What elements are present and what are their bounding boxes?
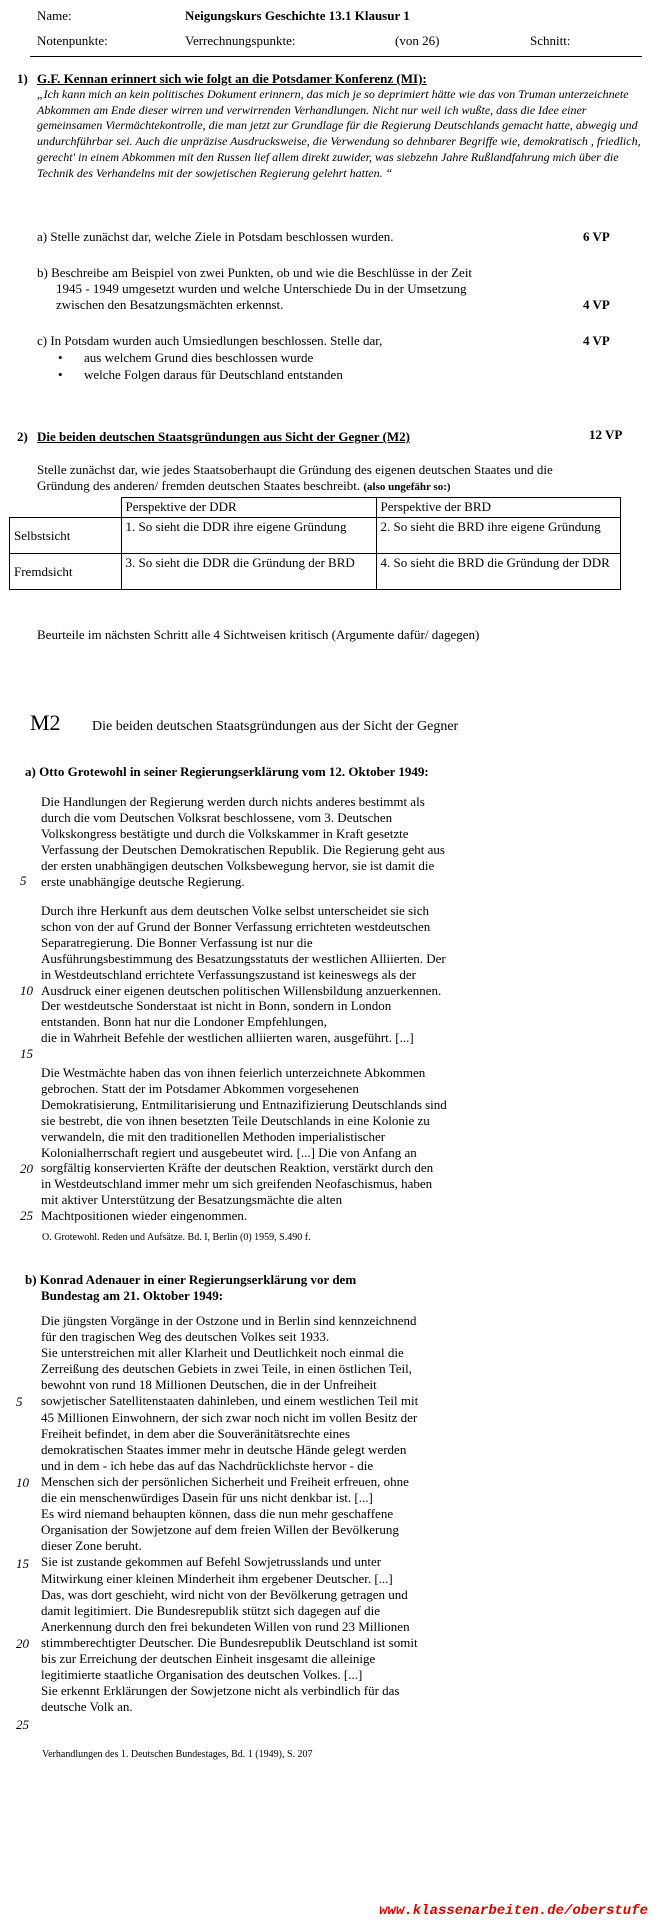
task1b-line2: 1945 - 1949 umgesetzt wurden und welche Unterschiede Du in der Umsetzung — [56, 281, 467, 296]
task1c-bullet: • welche Folgen daraus für Deutschland entstanden — [58, 367, 343, 382]
text-line: die in Wahrheit Befehle der westlichen alliierten waren, ausgeführt. [...] — [41, 1030, 414, 1046]
line-number: 5 — [20, 873, 27, 888]
text-line: Separatregierung. Die Bonner Verfassung ist nur die — [41, 934, 313, 950]
text-line: Demokratisierung, Entmilitarisierung und Entnazifizierung Deutschlands sind — [41, 1096, 447, 1112]
table-cell: 4. So sieht die BRD die Gründung der DDR — [376, 554, 621, 590]
task1a-points: 6 VP — [583, 229, 610, 244]
text-line: demokratischen Staates immer mehr in deutsche Hände gelegt werden — [41, 1441, 407, 1457]
text-line: 45 Millionen Einwohnern, der sich zwar noch nicht im vollen Besitz der — [41, 1409, 418, 1425]
task1b-line1: b) Beschreibe am Beispiel von zwei Punkten, ob und wie die Beschlüsse in der Zeit — [37, 265, 473, 280]
task2-intro-note: (also ungefähr so:) — [363, 481, 451, 493]
header-divider — [30, 56, 642, 57]
max-points-label: (von 26) — [395, 33, 440, 48]
table-header-ddr: Perspektive der DDR — [121, 498, 376, 518]
table-row-fremdsicht: Fremdsicht — [10, 554, 122, 590]
table-cell: 1. So sieht die DDR ihre eigene Gründung — [121, 518, 376, 554]
text-line: Menschen sich der persönlichen Sicherheit und Freiheit erfreuen, ohne — [41, 1473, 409, 1489]
m2b-heading-line1: b) Konrad Adenauer in einer Regierungserklärung vor dem — [25, 1272, 357, 1287]
text-line: Durch ihre Herkunft aus dem deutschen Volke selbst unterscheidet sie sich — [41, 903, 429, 918]
text-line: Das, was dort geschieht, wird nicht von der Bevölkerung getragen und — [41, 1586, 408, 1602]
text-line: damit legitimiert. Die Bundesrepublik stützt sich dagegen auf die — [41, 1602, 380, 1618]
text-line: Anerkennung durch den frei bekundeten Willen von rund 23 Millionen — [41, 1618, 410, 1634]
text-line: und in dem - ich hebe das auf das Nachdrücklichste hervor - die — [41, 1457, 374, 1473]
text-line: Verfassung der Deutschen Demokratischen Republik. Die Regierung geht aus — [41, 841, 445, 857]
line-number: 25 — [16, 1717, 29, 1732]
name-label: Name: — [37, 8, 72, 23]
m2b-heading-line2: Bundestag am 21. Oktober 1949: — [41, 1288, 224, 1303]
line-number: 5 — [16, 1394, 23, 1409]
text-line: in Westdeutschland immer mehr um sich greifenden Neofaschismus, haben — [41, 1176, 433, 1192]
text-line: sie bestrebt, die von ihnen besetzten Teile Deutschlands in eine Kolonie zu — [41, 1112, 430, 1128]
text-line: Ausführungsbestimmung des Besatzungsstatuts der westlichen Alliierten. Der — [41, 950, 446, 966]
text-line: dieser Zone beruht. — [41, 1538, 142, 1554]
table-row-selbstsicht: Selbstsicht — [10, 518, 122, 554]
text-line: die ein menschenwürdiges Dasein für uns nicht denkbar ist. [...] — [41, 1490, 373, 1506]
text-line: durch die vom Deutschen Volksrat beschlossene, vom 3. Deutschen — [41, 809, 393, 825]
text-line: Volkskongress bestätigte und durch die Volkskammer in Kraft gesetzte — [41, 825, 409, 841]
m2-label: M2 — [30, 710, 61, 735]
task1c-text: c) In Potsdam wurden auch Umsiedlungen beschlossen. Stelle dar, — [37, 333, 383, 348]
text-line: Sie ist zustande gekommen auf Befehl Sowjetrusslands und unter — [41, 1554, 382, 1570]
task1-number: 1) — [17, 71, 28, 86]
m2a-heading: a) Otto Grotewohl in seiner Regierungserklärung vom 12. Oktober 1949: — [25, 764, 429, 779]
table-cell: 3. So sieht die DDR die Gründung der BRD — [121, 554, 376, 590]
task1a-text: a) Stelle zunächst dar, welche Ziele in Potsdam beschlossen wurden. — [37, 229, 394, 244]
page-title: Neigungskurs Geschichte 13.1 Klausur 1 — [185, 8, 410, 23]
text-line: in Westdeutschland errichtete Verfassungszustand ist keineswegs als der — [41, 966, 417, 982]
kennan-quote: „Ich kann mich an kein politisches Dokument erinnern, das mich je so deprimiert hätte wie das von Truman unterzeichnete Abkommen am Ende dieser wirren und verwirrenden Verhandlungen. Nicht nur weil ich wußte, dass die Idee einer gemeinsamen Viermächtekontrolle, die man jetzt zur Grundlage für die Regierung Deutschlands gemacht hatte, abwegig und undurchführbar sei. Auch die unpräzise Ausdrucksweise, die Verwendung so dehnbarer Begriffe wie, demokratisch , friedlich, gerecht' in einem Abkommen mit den Russen lief allem direkt zuwider, was siebzehn Jahre Rußlandfahrung mich über die Technik des Verhandelns mit der sowjetischen Regierung gelehrt hatten. “ — [37, 87, 641, 180]
table-cell: 2. So sieht die BRD ihre eigene Gründung — [376, 518, 621, 554]
task1-heading: G.F. Kennan erinnert sich wie folgt an die Potsdamer Konferenz (MI): — [37, 71, 427, 86]
line-number: 10 — [16, 1475, 29, 1490]
grotewohl-paragraph-2 — [41, 903, 601, 1046]
task2-number: 2) — [17, 429, 28, 444]
line-number: 15 — [16, 1556, 29, 1571]
text-line: Es wird niemand behaupten können, dass die nun mehr geschaffene — [41, 1506, 394, 1522]
line-number: 10 — [20, 983, 33, 998]
task2-intro-line1: Stelle zunächst dar, wie jedes Staatsoberhaupt die Gründung des eigenen deutschen Staates und die — [37, 462, 553, 477]
text-line: deutsche Volk an. — [41, 1699, 133, 1715]
grotewohl-paragraph-3 — [41, 1065, 601, 1224]
text-line: bis zur Erreichung der deutschen Einheit insgesamt die alleinige — [41, 1650, 376, 1666]
text-line: sorgfältig konservierten Kräfte der deutschen Reaktion, verstärkt durch den — [41, 1160, 434, 1176]
line-number: 20 — [16, 1636, 29, 1651]
text-line: Die Westmächte haben das von ihnen feierlich unterzeichnete Abkommen — [41, 1065, 426, 1080]
text-line: der ersten unabhängigen deutschen Volksbewegung hervor, sie ist damit die — [41, 857, 435, 873]
task1c-bullet: • aus welchem Grund dies beschlossen wurde — [58, 350, 314, 365]
text-line: Der westdeutsche Sonderstaat ist nicht in Bonn, sondern in London — [41, 998, 392, 1014]
text-line: Die jüngsten Vorgänge in der Ostzone und in Berlin sind kennzeichnend — [41, 1313, 417, 1328]
text-line: Freiheit befindet, in dem aber die Souveränitätsrechte eines — [41, 1425, 350, 1441]
verrechnungspunkte-label: Verrechnungspunkte: — [185, 33, 296, 48]
perspective-table — [9, 497, 621, 590]
adenauer-text — [41, 1313, 601, 1715]
line-number: 15 — [20, 1046, 33, 1061]
text-line: erste unabhängige deutsche Regierung. — [41, 873, 245, 889]
notenpunkte-label: Notenpunkte: — [37, 33, 108, 48]
task2-after-text: Beurteile im nächsten Schritt alle 4 Sichtweisen kritisch (Argumente dafür/ dagegen) — [37, 627, 480, 642]
text-line: schon von der auf Grund der Bonner Verfassung errichteten westdeutschen — [41, 918, 431, 934]
grotewohl-paragraph-1 — [41, 794, 601, 889]
text-line: Zerreißung des deutschen Gebiets in zwei Teile, in einen östlichen Teil, — [41, 1361, 412, 1377]
text-line: gebrochen. Statt der im Potsdamer Abkommen vorgesehenen — [41, 1080, 359, 1096]
text-line: sowjetischer Satellitenstaaten dahinleben, und einem westlichen Teil mit — [41, 1393, 419, 1409]
grotewohl-source: O. Grotewohl. Reden und Aufsätze. Bd. I, Berlin (0) 1959, S.490 f. — [42, 1232, 311, 1243]
line-number: 25 — [20, 1208, 33, 1223]
task2-intro-line2: Gründung des anderen/ fremden deutschen Staates beschreibt. (also ungefähr so:) — [37, 478, 451, 493]
footer-url: www.klassenarbeiten.de/oberstufe — [379, 1903, 648, 1919]
table-corner — [10, 498, 122, 518]
text-line: verwandeln, die mit den traditionellen Methoden imperialistischer — [41, 1128, 386, 1144]
text-line: Organisation der Sowjetzone auf dem freien Willen der Bevölkerung — [41, 1522, 399, 1538]
text-line: Ausdruck einer eigenen deutschen politischen Willensbildung anzuerkennen. — [41, 982, 442, 998]
text-line: entstanden. Bonn hat nur die Londoner Empfehlungen, — [41, 1014, 327, 1030]
text-line: Sie unterstreichen mit aller Klarheit und Deutlichkeit noch einmal die — [41, 1345, 404, 1361]
text-line: für den tragischen Weg des deutschen Volkes seit 1933. — [41, 1329, 330, 1345]
task1c-points: 4 VP — [583, 333, 610, 348]
text-line: Die Handlungen der Regierung werden durch nichts anderes bestimmt als — [41, 794, 425, 809]
text-line: Sie erkennt Erklärungen der Sowjetzone nicht als verbindlich für das — [41, 1683, 400, 1699]
text-line: Kolonialherrschaft regiert und ausgebeutet wird. [...] Die von Anfang an — [41, 1144, 417, 1160]
task1b-points: 4 VP — [583, 297, 610, 312]
text-line: mit aktiver Unterstützung der Besatzungsmächte die alten — [41, 1192, 343, 1208]
line-number: 20 — [20, 1161, 33, 1176]
m2-title: Die beiden deutschen Staatsgründungen aus der Sicht der Gegner — [92, 719, 459, 734]
task2-points: 12 VP — [589, 427, 623, 442]
schnitt-label: Schnitt: — [530, 33, 571, 48]
task2-heading: Die beiden deutschen Staatsgründungen aus Sicht der Gegner (M2) — [37, 429, 410, 444]
text-line: legitimierte staatliche Organisation des deutschen Volkes. [...] — [41, 1667, 363, 1683]
text-line: bewohnt von rund 18 Millionen Deutschen, die in der Unfreiheit — [41, 1377, 377, 1393]
task1b-line3: zwischen den Besatzungsmächten erkennst. — [56, 297, 284, 312]
text-line: stimmberechtigter Deutscher. Die Bundesrepublik Deutschland ist somit — [41, 1634, 418, 1650]
text-line: Mitwirkung einer kleinen Minderheit ihm ergebener Deutscher. [...] — [41, 1570, 393, 1586]
table-header-brd: Perspektive der BRD — [376, 498, 621, 518]
adenauer-source: Verhandlungen des 1. Deutschen Bundestages, Bd. 1 (1949), S. 207 — [42, 1749, 313, 1760]
text-line: Machtpositionen wieder eingenommen. — [41, 1208, 248, 1224]
